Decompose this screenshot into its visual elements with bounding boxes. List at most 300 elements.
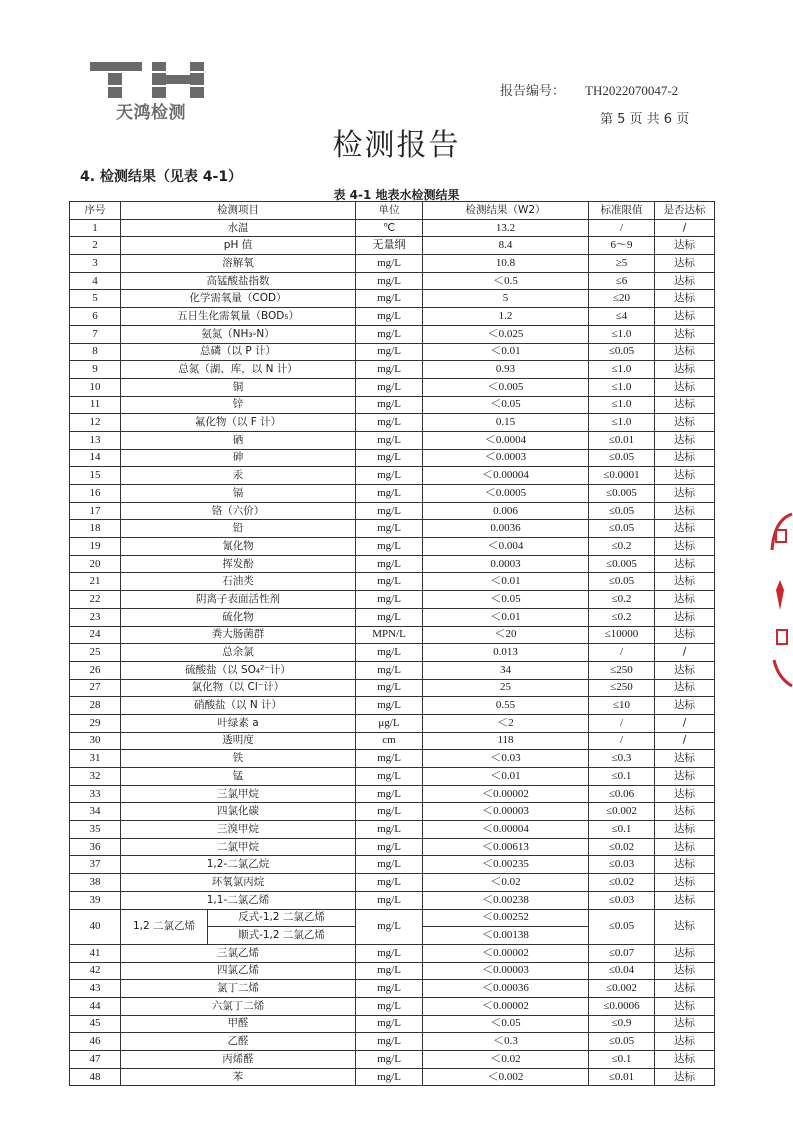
- row-unit: MPN/L: [356, 626, 423, 644]
- row-result: ＜0.0003: [423, 449, 589, 467]
- row-no: 38: [70, 874, 121, 892]
- row-unit: mg/L: [356, 449, 423, 467]
- row-result: ＜0.05: [423, 1015, 589, 1033]
- row-item-group: 1,2 二氯乙烯: [121, 910, 208, 944]
- table-row: [70, 803, 715, 821]
- row-result: ＜0.00235: [423, 856, 589, 874]
- row-result: ＜0.00036: [423, 980, 589, 998]
- table-row: [70, 343, 715, 361]
- row-item: 铜: [121, 378, 356, 396]
- row-no: 3: [70, 255, 121, 273]
- row-no: 34: [70, 803, 121, 821]
- row-item: 高锰酸盐指数: [121, 272, 356, 290]
- row-limit: ≤0.005: [589, 485, 655, 503]
- row-item: 汞: [121, 467, 356, 485]
- table-row: [70, 449, 715, 467]
- row-limit: ≤0.05: [589, 520, 655, 538]
- row-limit: ≤10: [589, 697, 655, 715]
- row-result: 10.8: [423, 255, 589, 273]
- table-row: [70, 290, 715, 308]
- row-unit: mg/L: [356, 944, 423, 962]
- row-item: 氯化物（以 Cl⁻计）: [121, 679, 356, 697]
- row-unit: mg/L: [356, 661, 423, 679]
- row-item: 铬（六价）: [121, 502, 356, 520]
- table-row: [70, 378, 715, 396]
- row-judge: 达标: [655, 909, 715, 944]
- row-limit: ≤1.0: [589, 378, 655, 396]
- row-result: ＜0.01: [423, 343, 589, 361]
- row-no: 32: [70, 768, 121, 786]
- row-unit: mg/L: [356, 255, 423, 273]
- row-item: 镉: [121, 485, 356, 503]
- row-item: 氟化物（以 F 计）: [121, 414, 356, 432]
- row-judge: 达标: [655, 785, 715, 803]
- row-judge: 达标: [655, 626, 715, 644]
- row-unit: mg/L: [356, 803, 423, 821]
- row-result: ＜0.00004: [423, 821, 589, 839]
- row-no: 47: [70, 1051, 121, 1069]
- row-result: 0.0003: [423, 555, 589, 573]
- row-judge: 达标: [655, 237, 715, 255]
- row-judge: 达标: [655, 944, 715, 962]
- row-item: 六氯丁二烯: [121, 997, 356, 1015]
- row-result: 13.2: [423, 219, 589, 237]
- table-row: [70, 591, 715, 609]
- row-limit: ≤1.0: [589, 361, 655, 379]
- row-limit: 6～9: [589, 237, 655, 255]
- row-result: ＜0.3: [423, 1033, 589, 1051]
- row-result: ＜0.05: [423, 396, 589, 414]
- table-row: [70, 874, 715, 892]
- table-row: [70, 679, 715, 697]
- table-row: [70, 962, 715, 980]
- row-no: 39: [70, 891, 121, 909]
- table-row: [70, 272, 715, 290]
- row-no: 4: [70, 272, 121, 290]
- row-judge: 达标: [655, 608, 715, 626]
- row-no: 43: [70, 980, 121, 998]
- row-no: 28: [70, 697, 121, 715]
- table-row: [70, 608, 715, 626]
- row-limit: ≤0.01: [589, 1068, 655, 1086]
- row-item: 化学需氧量（COD）: [121, 290, 356, 308]
- row-unit: cm: [356, 732, 423, 750]
- row-item: 溶解氧: [121, 255, 356, 273]
- row-judge: 达标: [655, 555, 715, 573]
- table-row: [70, 467, 715, 485]
- table-row: [70, 891, 715, 909]
- row-result: ＜0.00613: [423, 838, 589, 856]
- row-no: 11: [70, 396, 121, 414]
- row-judge: 达标: [655, 980, 715, 998]
- row-judge: 达标: [655, 591, 715, 609]
- row-result: 0.55: [423, 697, 589, 715]
- row-limit: ≤0.07: [589, 944, 655, 962]
- row-item: 三氯甲烷: [121, 785, 356, 803]
- row-no: 19: [70, 538, 121, 556]
- row-result: ＜0.5: [423, 272, 589, 290]
- row-item: 挥发酚: [121, 555, 356, 573]
- red-seal-stamp: [764, 510, 793, 690]
- row-no: 6: [70, 308, 121, 326]
- row-unit: μg/L: [356, 714, 423, 732]
- row-item-sub1: 反式-1,2 二氯乙烯: [208, 910, 355, 928]
- table-row: [70, 485, 715, 503]
- row-no: 46: [70, 1033, 121, 1051]
- row-no: 40: [70, 909, 121, 944]
- row-item: 硒: [121, 431, 356, 449]
- row-judge: 达标: [655, 343, 715, 361]
- row-limit: ≤1.0: [589, 414, 655, 432]
- table-row: [70, 856, 715, 874]
- row-result: ＜0.00002: [423, 944, 589, 962]
- row-judge: 达标: [655, 538, 715, 556]
- row-item: 三氯乙烯: [121, 944, 356, 962]
- document-title: 检测报告: [332, 128, 461, 163]
- row-no: 12: [70, 414, 121, 432]
- row-limit: ≤0.05: [589, 1033, 655, 1051]
- row-limit: ≤0.05: [589, 449, 655, 467]
- row-item: 锰: [121, 768, 356, 786]
- row-no: 8: [70, 343, 121, 361]
- row-limit: ≤0.02: [589, 874, 655, 892]
- row-item: 环氧氯丙烷: [121, 874, 356, 892]
- row-item: 阴离子表面活性剂: [121, 591, 356, 609]
- row-item: 铅: [121, 520, 356, 538]
- header-item: 检测项目: [121, 202, 356, 220]
- row-unit: mg/L: [356, 1015, 423, 1033]
- row-result: 0.013: [423, 644, 589, 662]
- section-title: 4. 检测结果（见表 4-1）: [80, 169, 243, 185]
- header-result: 检测结果（W2）: [423, 202, 589, 220]
- report-number-value: TH2022070047-2: [585, 83, 679, 98]
- row-limit: ≤0.002: [589, 980, 655, 998]
- row-judge: 达标: [655, 361, 715, 379]
- row-item: 三溴甲烷: [121, 821, 356, 839]
- row-judge: 达标: [655, 485, 715, 503]
- row-no: 31: [70, 750, 121, 768]
- row-item: 粪大肠菌群: [121, 626, 356, 644]
- row-unit: mg/L: [356, 997, 423, 1015]
- row-no: 37: [70, 856, 121, 874]
- row-unit: mg/L: [356, 821, 423, 839]
- table-row: [70, 538, 715, 556]
- row-limit: ≤0.05: [589, 573, 655, 591]
- row-unit: mg/L: [356, 555, 423, 573]
- row-no: 21: [70, 573, 121, 591]
- row-result: ＜0.00002: [423, 997, 589, 1015]
- row-limit: ≤6: [589, 272, 655, 290]
- row-judge: 达标: [655, 467, 715, 485]
- row-judge: 达标: [655, 1068, 715, 1086]
- table-row: [70, 361, 715, 379]
- table-row: [70, 626, 715, 644]
- row-result: 0.006: [423, 502, 589, 520]
- row-limit: ≤1.0: [589, 396, 655, 414]
- row-no: 17: [70, 502, 121, 520]
- row-no: 14: [70, 449, 121, 467]
- table-row: [70, 555, 715, 573]
- row-no: 36: [70, 838, 121, 856]
- row-unit: mg/L: [356, 591, 423, 609]
- row-judge: 达标: [655, 520, 715, 538]
- row-result: 5: [423, 290, 589, 308]
- page-info: 第 5 页 共 6 页: [600, 112, 690, 127]
- row-result: ＜0.00238: [423, 891, 589, 909]
- row-limit: ≤0.06: [589, 785, 655, 803]
- row-judge: 达标: [655, 502, 715, 520]
- row-result: ＜0.0005: [423, 485, 589, 503]
- row-no: 20: [70, 555, 121, 573]
- row-judge: 达标: [655, 856, 715, 874]
- row-result: ＜0.01: [423, 608, 589, 626]
- row-unit: mg/L: [356, 962, 423, 980]
- row-no: 44: [70, 997, 121, 1015]
- table-row: [70, 414, 715, 432]
- row-limit: ≤0.04: [589, 962, 655, 980]
- table-row: [70, 997, 715, 1015]
- row-no: 48: [70, 1068, 121, 1086]
- row-judge: 达标: [655, 378, 715, 396]
- row-unit: mg/L: [356, 1051, 423, 1069]
- table-row: [70, 697, 715, 715]
- row-unit: ℃: [356, 219, 423, 237]
- row-unit: mg/L: [356, 290, 423, 308]
- row-unit: mg/L: [356, 396, 423, 414]
- row-result: ＜2: [423, 714, 589, 732]
- row-limit: ≤250: [589, 679, 655, 697]
- row-unit: mg/L: [356, 485, 423, 503]
- row-unit: mg/L: [356, 502, 423, 520]
- row-no: 30: [70, 732, 121, 750]
- row-judge: 达标: [655, 449, 715, 467]
- row-limit: ≤0.002: [589, 803, 655, 821]
- table-row: [70, 732, 715, 750]
- row-no: 33: [70, 785, 121, 803]
- row-unit: mg/L: [356, 467, 423, 485]
- row-result: ＜0.004: [423, 538, 589, 556]
- row-judge: /: [655, 714, 715, 732]
- row-unit: mg/L: [356, 750, 423, 768]
- row-result-2: ＜0.00138: [423, 927, 589, 945]
- table-row: [70, 431, 715, 449]
- row-judge: /: [655, 732, 715, 750]
- row-result: ＜0.00003: [423, 962, 589, 980]
- row-no: 35: [70, 821, 121, 839]
- row-item: 四氯乙烯: [121, 962, 356, 980]
- row-judge: 达标: [655, 325, 715, 343]
- table-row: [70, 1015, 715, 1033]
- table-row: [70, 573, 715, 591]
- row-unit: mg/L: [356, 308, 423, 326]
- row-limit: ≤0.2: [589, 538, 655, 556]
- row-no: 1: [70, 219, 121, 237]
- row-unit: mg/L: [356, 838, 423, 856]
- row-unit: mg/L: [356, 679, 423, 697]
- row-judge: 达标: [655, 1051, 715, 1069]
- report-number-label: 报告编号：: [500, 84, 566, 99]
- row-unit: mg/L: [356, 768, 423, 786]
- row-item: 氯丁二烯: [121, 980, 356, 998]
- row-item: 氨氮（NH₃-N）: [121, 325, 356, 343]
- row-item: 硝酸盐（以 N 计）: [121, 697, 356, 715]
- row-no: 7: [70, 325, 121, 343]
- table-row: [70, 1068, 715, 1086]
- row-judge: 达标: [655, 1033, 715, 1051]
- row-unit: mg/L: [356, 325, 423, 343]
- table-row: [70, 980, 715, 998]
- row-unit: mg/L: [356, 697, 423, 715]
- row-judge: 达标: [655, 997, 715, 1015]
- table-row: [70, 502, 715, 520]
- row-unit: mg/L: [356, 343, 423, 361]
- row-judge: 达标: [655, 290, 715, 308]
- row-judge: 达标: [655, 272, 715, 290]
- row-no: 29: [70, 714, 121, 732]
- table-row: [70, 661, 715, 679]
- row-no: 10: [70, 378, 121, 396]
- row-unit: mg/L: [356, 980, 423, 998]
- table-header-row: [70, 202, 715, 220]
- row-limit: ≤4: [589, 308, 655, 326]
- table-row: [70, 325, 715, 343]
- row-item: 硫酸盐（以 SO₄²⁻计）: [121, 661, 356, 679]
- row-limit: ≤0.1: [589, 768, 655, 786]
- logo-name: 天鸿检测: [116, 103, 186, 123]
- logo-letters-graphic: [86, 58, 216, 102]
- row-item: 苯: [121, 1068, 356, 1086]
- row-unit: mg/L: [356, 1033, 423, 1051]
- header-unit: 单位: [356, 202, 423, 220]
- row-no: 22: [70, 591, 121, 609]
- row-limit: ≤10000: [589, 626, 655, 644]
- row-no: 13: [70, 431, 121, 449]
- row-no: 24: [70, 626, 121, 644]
- table-row: [70, 909, 715, 927]
- row-judge: /: [655, 644, 715, 662]
- row-item-group-cell: [121, 909, 356, 944]
- row-item: 甲醛: [121, 1015, 356, 1033]
- row-item: 总氮（湖、库，以 N 计）: [121, 361, 356, 379]
- row-no: 45: [70, 1015, 121, 1033]
- row-item: 四氯化碳: [121, 803, 356, 821]
- row-item: 丙烯醛: [121, 1051, 356, 1069]
- row-limit: ≤0.03: [589, 856, 655, 874]
- row-result: ＜0.00004: [423, 467, 589, 485]
- row-limit: ≤0.05: [589, 343, 655, 361]
- row-judge: 达标: [655, 821, 715, 839]
- row-item: 透明度: [121, 732, 356, 750]
- row-result: ＜20: [423, 626, 589, 644]
- row-no: 9: [70, 361, 121, 379]
- row-limit: ≤0.1: [589, 1051, 655, 1069]
- row-limit: ≤0.2: [589, 608, 655, 626]
- row-result: 25: [423, 679, 589, 697]
- row-result: ＜0.01: [423, 768, 589, 786]
- row-result: ＜0.002: [423, 1068, 589, 1086]
- row-limit: /: [589, 644, 655, 662]
- row-no: 23: [70, 608, 121, 626]
- row-unit: mg/L: [356, 874, 423, 892]
- row-limit: ≤20: [589, 290, 655, 308]
- row-result-1: ＜0.00252: [423, 909, 589, 927]
- table-row: [70, 714, 715, 732]
- row-result: ＜0.025: [423, 325, 589, 343]
- row-judge: 达标: [655, 396, 715, 414]
- header-limit: 标准限值: [589, 202, 655, 220]
- row-item: 硫化物: [121, 608, 356, 626]
- row-limit: /: [589, 714, 655, 732]
- row-result: 0.0036: [423, 520, 589, 538]
- row-unit: mg/L: [356, 856, 423, 874]
- row-result: ＜0.03: [423, 750, 589, 768]
- row-limit: ≤250: [589, 661, 655, 679]
- row-no: 26: [70, 661, 121, 679]
- table-row: [70, 838, 715, 856]
- row-unit: mg/L: [356, 1068, 423, 1086]
- row-result: ＜0.02: [423, 1051, 589, 1069]
- row-item: 叶绿素 a: [121, 714, 356, 732]
- table-row: [70, 944, 715, 962]
- row-limit: ≤0.005: [589, 555, 655, 573]
- row-result: ＜0.00003: [423, 803, 589, 821]
- row-judge: 达标: [655, 1015, 715, 1033]
- row-item: 氰化物: [121, 538, 356, 556]
- row-unit: mg/L: [356, 431, 423, 449]
- table-row: [70, 768, 715, 786]
- row-item: pH 值: [121, 237, 356, 255]
- row-item-sub2: 顺式-1,2 二氯乙烯: [238, 928, 325, 941]
- row-no: 25: [70, 644, 121, 662]
- table-row: [70, 308, 715, 326]
- row-limit: ≥5: [589, 255, 655, 273]
- row-item: 五日生化需氧量（BOD₅）: [121, 308, 356, 326]
- row-result: ＜0.02: [423, 874, 589, 892]
- row-judge: 达标: [655, 255, 715, 273]
- row-no: 2: [70, 237, 121, 255]
- row-limit: ≤0.1: [589, 821, 655, 839]
- row-limit: ≤0.9: [589, 1015, 655, 1033]
- row-judge: 达标: [655, 661, 715, 679]
- row-judge: /: [655, 219, 715, 237]
- row-no: 18: [70, 520, 121, 538]
- row-result: 0.93: [423, 361, 589, 379]
- row-item: 铁: [121, 750, 356, 768]
- row-unit: mg/L: [356, 573, 423, 591]
- table-row: [70, 237, 715, 255]
- row-no: 27: [70, 679, 121, 697]
- row-unit: mg/L: [356, 785, 423, 803]
- table-row: [70, 255, 715, 273]
- row-judge: 达标: [655, 697, 715, 715]
- row-judge: 达标: [655, 750, 715, 768]
- row-unit: mg/L: [356, 909, 423, 944]
- table-row: [70, 821, 715, 839]
- table-row: [70, 750, 715, 768]
- row-result: ＜0.00002: [423, 785, 589, 803]
- row-item: 乙醛: [121, 1033, 356, 1051]
- row-item: 总余氯: [121, 644, 356, 662]
- row-unit: 无量纲: [356, 237, 423, 255]
- row-judge: 达标: [655, 573, 715, 591]
- row-item: 1,1-二氯乙烯: [121, 891, 356, 909]
- row-no: 16: [70, 485, 121, 503]
- row-item: 总磷（以 P 计）: [121, 343, 356, 361]
- row-limit: /: [589, 732, 655, 750]
- row-limit: ≤0.05: [589, 502, 655, 520]
- row-judge: 达标: [655, 874, 715, 892]
- report-number: [500, 80, 678, 99]
